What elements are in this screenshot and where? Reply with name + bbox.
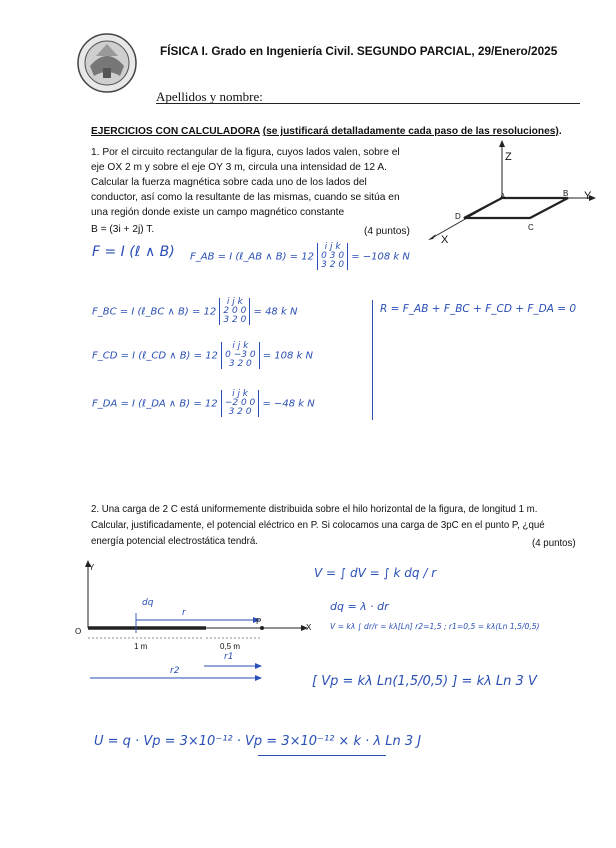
ex2-origin-label: O <box>75 627 82 636</box>
ex2-fig-r1: r1 <box>224 652 234 662</box>
ex2-line: Calcular, justificadamente, el potencial eléctrico en P. Si colocamos una carga de 3pC en el punto P, ¿qué <box>91 520 545 531</box>
ex2-fig-dq: dq <box>142 598 154 608</box>
hw-fcd-row: 0 −3 0 <box>225 350 256 360</box>
ex1-statement <box>91 145 417 220</box>
ex1-field: B = (3i + 2j) T. <box>91 224 155 235</box>
hw-fab-row: 3 2 0 <box>321 260 345 270</box>
ex2-fig-r2: r2 <box>170 666 180 676</box>
hw-resultant: R = F_AB + F_BC + F_CD + F_DA = 0 <box>380 303 577 315</box>
hw-fda-lhs: F_DA = I (ℓ_DA ∧ B) = 12 <box>92 398 218 410</box>
hw-energy-underline <box>258 755 386 756</box>
hw-fda-result: = −48 k N <box>262 398 315 410</box>
section-period: . <box>558 126 562 137</box>
hw-fcd-matrix <box>221 342 259 369</box>
axis-y-label: Y <box>584 190 592 202</box>
hw-fcd <box>92 342 313 369</box>
hw-fab-row: 0 3 0 <box>321 251 345 261</box>
ex2-fig-r: r <box>182 608 186 618</box>
hw-fbc-row: 3 2 0 <box>223 315 247 325</box>
ex1-line: conductor, así como la resultante de las mismas, cuando se sitúa en <box>91 192 400 203</box>
name-line <box>156 103 580 104</box>
exam-title: FÍSICA I. Grado en Ingeniería Civil. SEGUNDO PARCIAL, 29/Enero/2025 <box>160 44 558 58</box>
hw-fab-matrix <box>317 243 348 270</box>
hw-potential-integral: V = ∫ dV = ∫ k dq / r <box>314 566 437 580</box>
hw-fda-row: −2 0 0 <box>224 398 256 408</box>
university-seal-logo <box>76 32 138 94</box>
vertex-b-label: B <box>563 189 569 198</box>
ex1-line: una región donde existe un campo magnético constante <box>91 207 345 218</box>
hw-fcd-row: 3 2 0 <box>228 359 252 369</box>
hw-potential-expand: V = kλ ∫ dr/r = kλ[Ln] r2=1,5 ; r1=0,5 = kλ(Ln 1,5/0,5) <box>330 622 540 631</box>
hw-fbc-row: 2 0 0 <box>223 306 247 316</box>
ex2-wire-figure <box>78 558 328 688</box>
hw-fcd-row: i j k <box>232 341 249 351</box>
hw-fbc-matrix <box>219 298 250 325</box>
ex2-statement <box>91 502 597 550</box>
axis-z-label: Z <box>505 151 512 163</box>
ex2-line: 2. Una carga de 2 C está uniformemente distribuida sobre el hilo horizontal de la figura, de longitud 1 m. <box>91 504 538 515</box>
ex2-length-1m: 1 m <box>134 642 148 651</box>
ex1-points: (4 puntos) <box>364 226 410 237</box>
axis-x-label: X <box>441 234 449 246</box>
hw-fbc-lhs: F_BC = I (ℓ_BC ∧ B) = 12 <box>92 306 217 318</box>
ex2-axis-x-label: X <box>306 623 312 632</box>
ex2-points: (4 puntos) <box>532 538 576 549</box>
hw-fab-lhs: F_AB = I (ℓ_AB ∧ B) = 12 <box>190 251 314 263</box>
ex2-point-p-label: P <box>256 617 262 626</box>
ex1-line: Calcular la fuerza magnética sobre cada uno de los lados del <box>91 177 367 188</box>
ex1-line: 1. Por el circuito rectangular de la figura, cuyos lados valen, sobre el <box>91 147 400 158</box>
hw-fab-result: = −108 k N <box>351 251 410 263</box>
hw-energy: U = q · Vp = 3×10⁻¹² · Vp = 3×10⁻¹² × k · λ Ln 3 J <box>94 734 422 749</box>
hw-potential-result: [ Vp = kλ Ln(1,5/0,5) ] = kλ Ln 3 V <box>312 674 537 689</box>
vertex-d-label: D <box>455 212 461 221</box>
hw-dq: dq = λ · dr <box>330 600 389 613</box>
hw-fab-row: i j k <box>324 242 341 252</box>
hw-force-definition: F = I (ℓ ∧ B) <box>92 244 175 260</box>
section-note: (se justificará detalladamente cada paso de las resoluciones) <box>262 126 559 137</box>
section-heading <box>91 124 562 139</box>
hw-fda <box>92 390 315 417</box>
ex2-line: energía potencial electrostática tendrá. <box>91 536 258 547</box>
ex1-line: eje OX 2 m y sobre el eje OY 3 m, circula una intensidad de 12 A. <box>91 162 387 173</box>
ex2-length-05m: 0,5 m <box>220 642 241 651</box>
hw-fcd-lhs: F_CD = I (ℓ_CD ∧ B) = 12 <box>92 350 218 362</box>
hw-fda-row: i j k <box>232 389 249 399</box>
hw-fcd-result: = 108 k N <box>262 350 314 362</box>
hw-fab <box>190 243 410 270</box>
vertex-c-label: C <box>528 223 534 232</box>
vertex-a-label: A <box>500 192 506 201</box>
hw-fbc-row: i j k <box>226 297 243 307</box>
hw-vertical-divider <box>372 300 373 420</box>
hw-fda-matrix <box>221 390 259 417</box>
hw-fbc-result: = 48 k N <box>253 306 298 318</box>
section-title: EJERCICIOS CON CALCULADORA <box>91 126 260 137</box>
hw-fbc <box>92 298 297 325</box>
hw-fda-row: 3 2 0 <box>228 407 252 417</box>
ex2-axis-y-label: Y <box>89 563 95 572</box>
name-label: Apellidos y nombre: <box>156 89 263 104</box>
